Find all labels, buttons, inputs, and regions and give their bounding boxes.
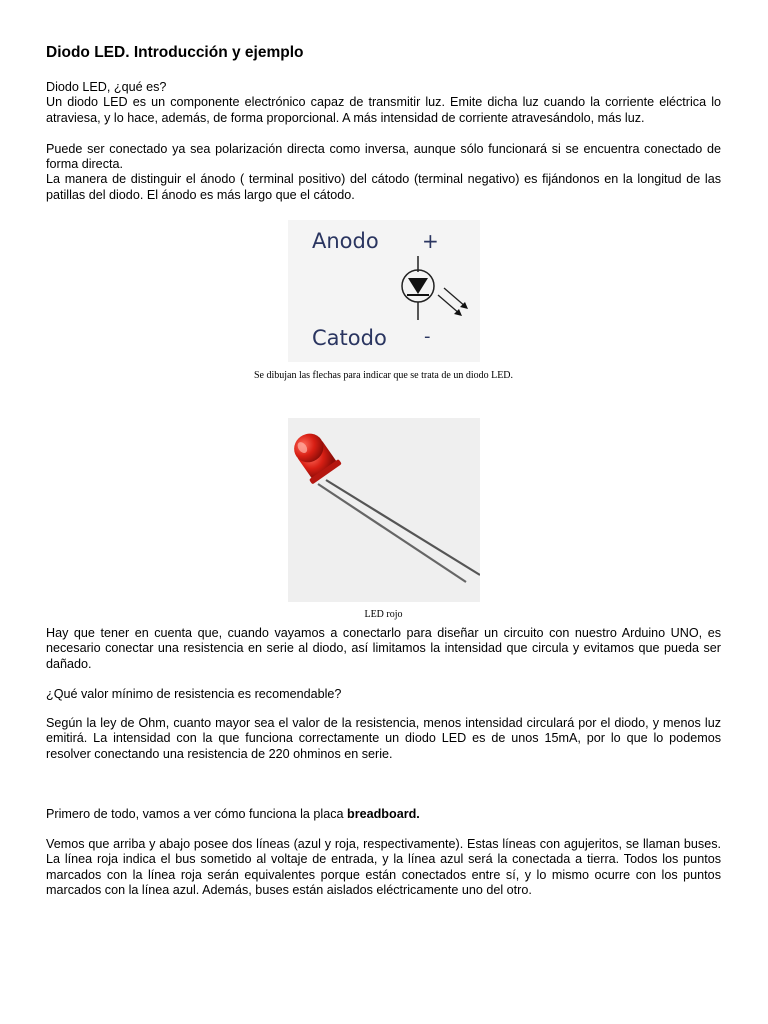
led-symbol-figure (288, 220, 480, 362)
section1-paragraph-1: Un diodo LED es un componente electrónico capaz de transmitir luz. Emite dicha luz cuando la corriente eléctrica lo atraviesa, y lo hace, además, de forma proporcional. A más intensidad de corriente atravesándolo, más luz. (46, 95, 721, 125)
section2-paragraph-2: Según la ley de Ohm, cuanto mayor sea el valor de la resistencia, menos intensidad circulará por el diodo, y menos luz emitirá. La intensidad con la que funciona correctamente un diodo LED es de unos 15mA, por lo que lo podemos resolver conectando una resistencia de 220 ohminos en serie. (46, 716, 721, 761)
red-led-illustration (288, 418, 480, 602)
red-led-photo (288, 418, 480, 602)
breadboard-term: breadboard. (347, 807, 420, 821)
cathode-sign: - (424, 326, 431, 347)
section3-paragraph-1: Vemos que arriba y abajo posee dos líneas (azul y roja, respectivamente). Estas líneas con agujeritos, se llaman buses. La línea roja indica el bus sometido al voltaje de entrada, y la línea azul será la conectada a tierra. Todos los puntos marcados con la línea roja serán equivalentes porque están conectados entre sí, y lo mismo ocurre con los puntos marcados con la línea azul. Además, buses están aislados eléctricamente uno del otro. (46, 837, 721, 898)
anode-sign: + (422, 229, 439, 253)
figure2-caption: LED rojo (364, 609, 403, 620)
section3-intro-text: Primero de todo, vamos a ver cómo funciona la placa (46, 807, 348, 821)
section1-paragraph-3: La manera de distinguir el ánodo ( terminal positivo) del cátodo (terminal negativo) es fijándonos en la longitud de las patillas del diodo. El ánodo es más largo que el cátodo. (46, 172, 721, 202)
cathode-label: Catodo (312, 326, 387, 350)
page-title: Diodo LED. Introducción y ejemplo (46, 44, 304, 61)
led-symbol-diagram (288, 220, 480, 362)
section3-intro (46, 807, 721, 822)
section1-paragraph-2: Puede ser conectado ya sea polarización directa como inversa, aunque sólo funcionará si se encuentra conectado de forma directa. (46, 141, 721, 171)
section1-heading: Diodo LED, ¿qué es? (46, 80, 167, 94)
anode-label: Anodo (312, 229, 379, 253)
section2-question: ¿Qué valor mínimo de resistencia es recomendable? (46, 687, 342, 701)
section2-paragraph-1: Hay que tener en cuenta que, cuando vayamos a conectarlo para diseñar un circuito con nuestro Arduino UNO, es necesario conectar una resistencia en serie al diodo, así limitamos la intensidad que circula y evitamos que pueda ser dañado. (46, 626, 721, 671)
figure1-caption: Se dibujan las flechas para indicar que se trata de un diodo LED. (253, 370, 514, 381)
